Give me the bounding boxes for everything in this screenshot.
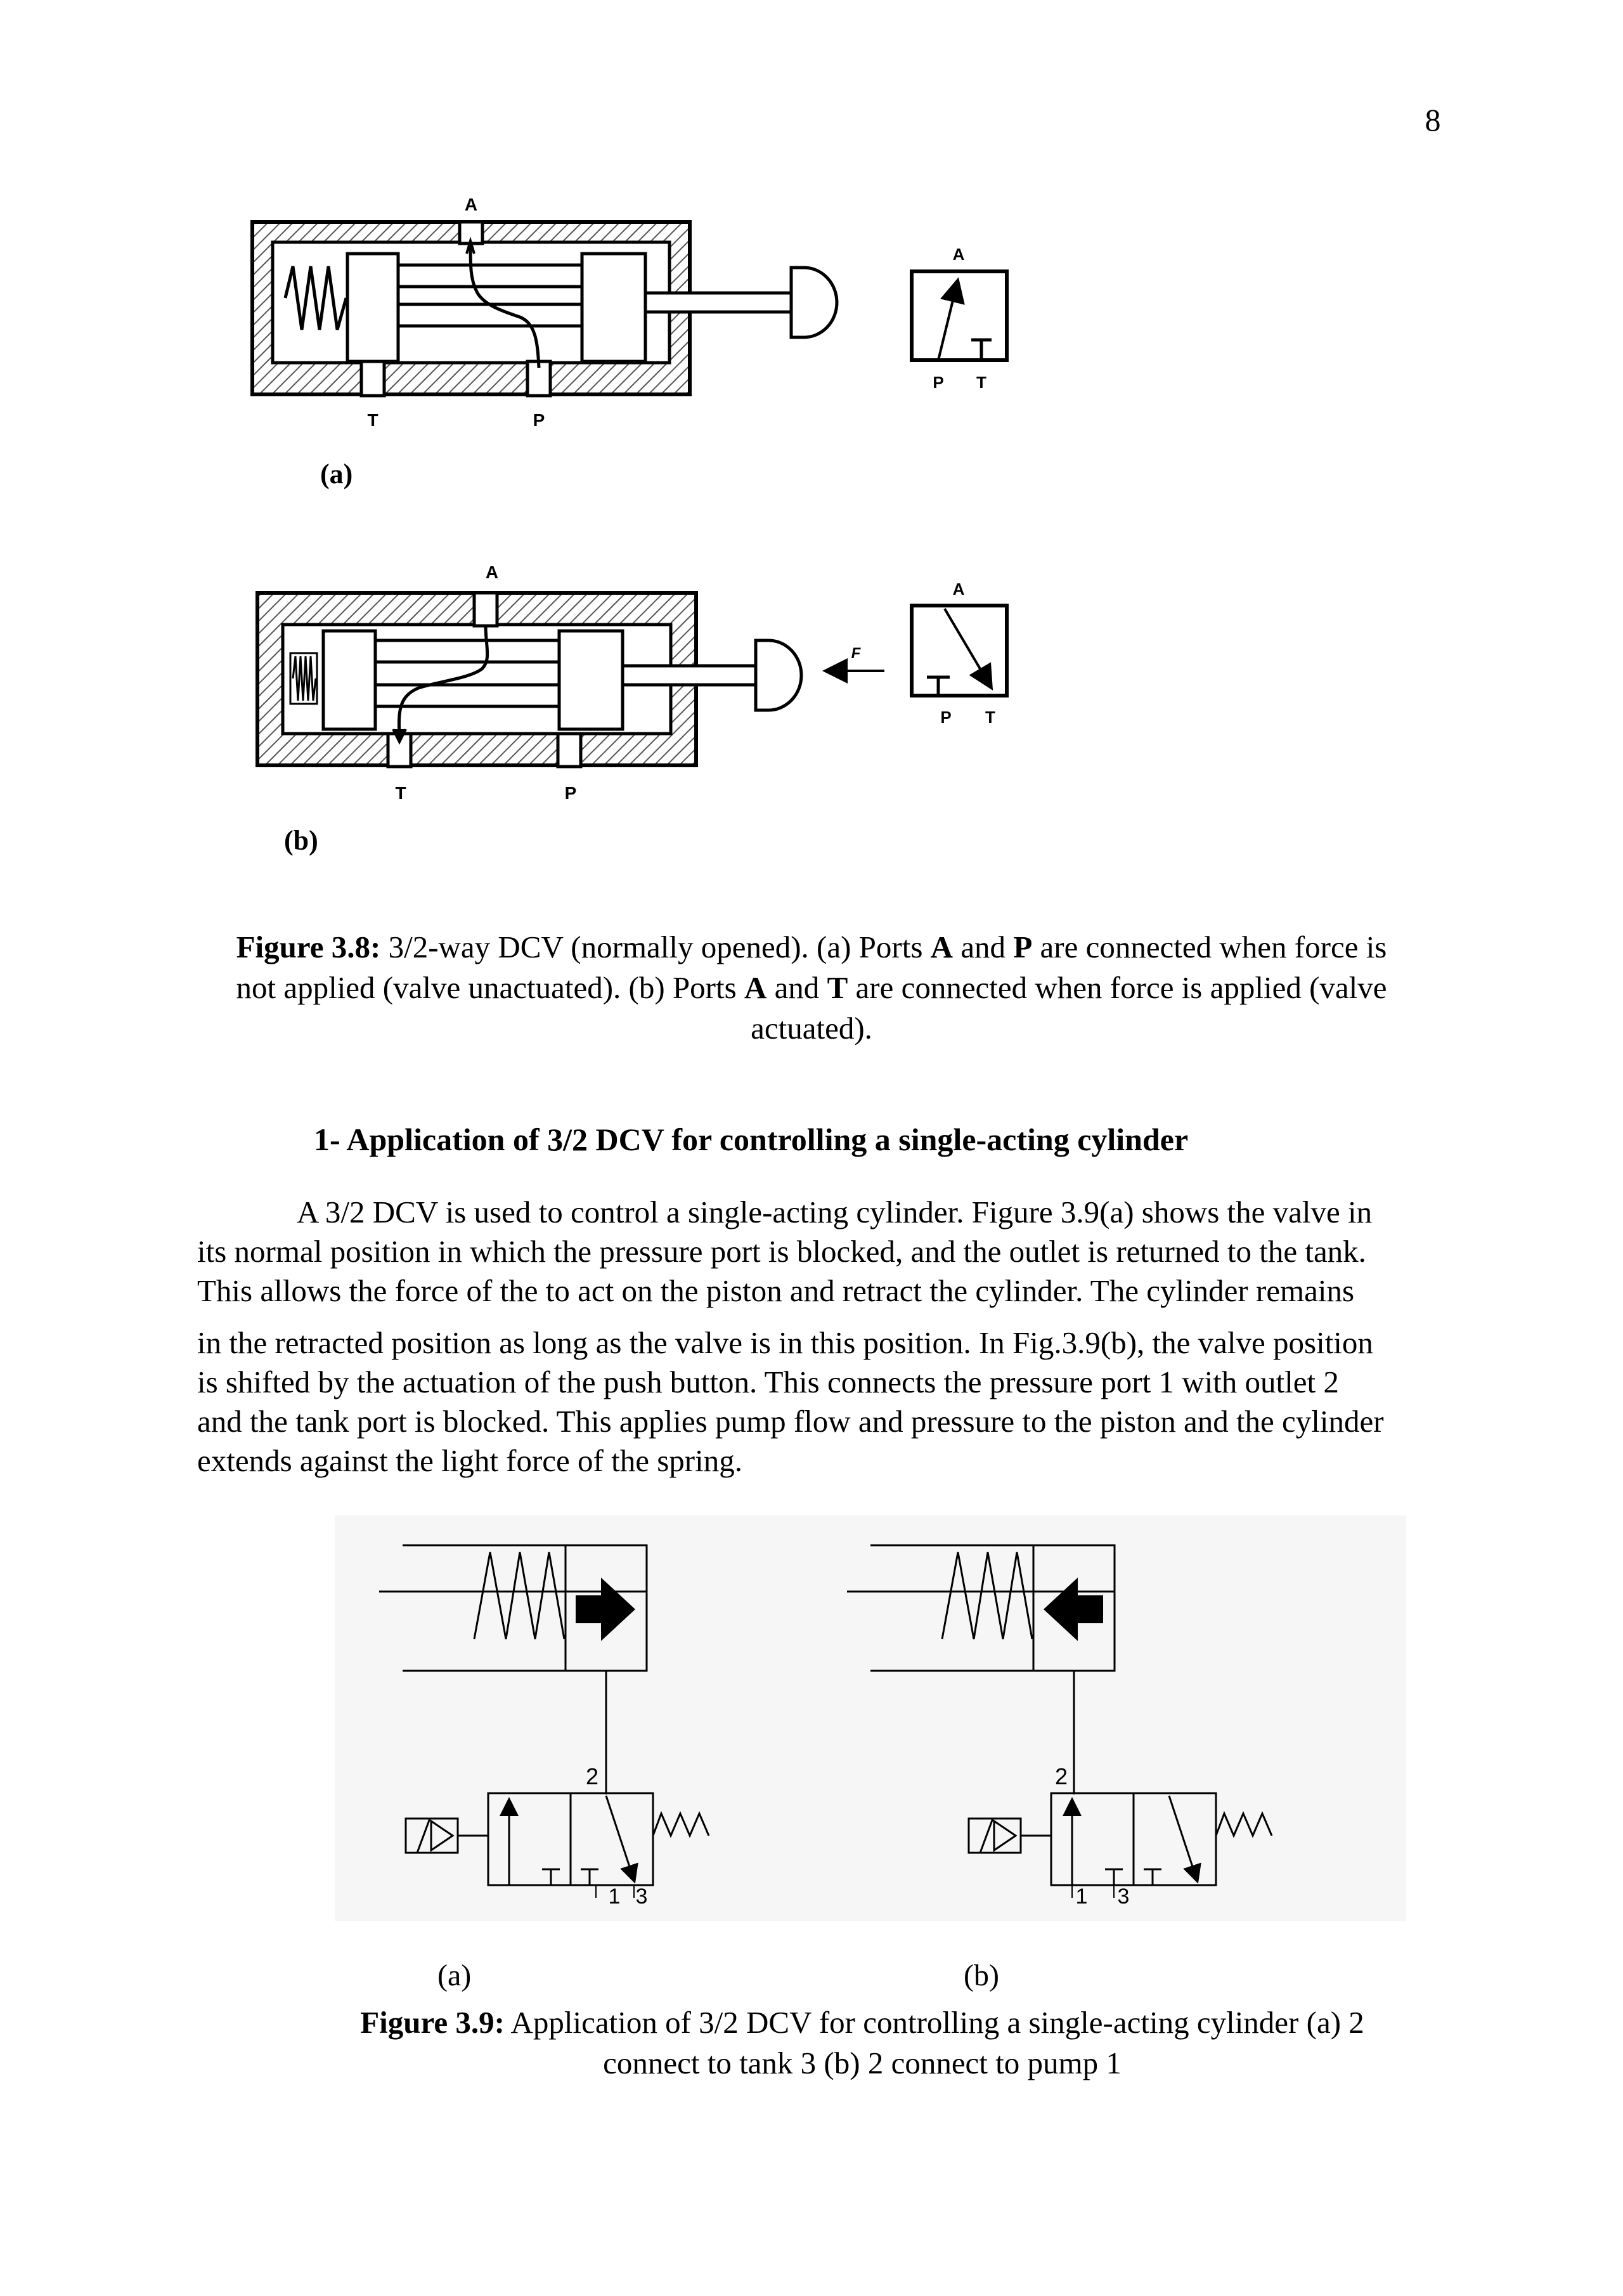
fig39-a-port-1-label: 1 bbox=[608, 1884, 621, 1909]
valve-a-port-a-label: A bbox=[464, 195, 478, 214]
fig39-b-port-1-label: 1 bbox=[1075, 1884, 1088, 1909]
body-line-6: and the tank port is blocked. This applies pump flow and pressure to the piston and the cylinder bbox=[197, 1404, 1384, 1439]
caption-3-9-line-2: connect to tank 3 (b) 2 connect to pump 1 bbox=[603, 2046, 1122, 2080]
symbol-b-port-p-label: P bbox=[940, 708, 952, 727]
body-line-3: This allows the force of the to act on the piston and retract the cylinder. The cylinder remains bbox=[197, 1273, 1355, 1308]
body-line-4: in the retracted position as long as the valve is in this position. In Fig.3.9(b), the valve position bbox=[197, 1325, 1373, 1360]
figure-3-9-diagram bbox=[335, 1515, 1406, 1921]
valve-b-port-a-label: A bbox=[485, 562, 499, 582]
valve-a-port-t-label: T bbox=[367, 410, 378, 430]
fig39-b-port-2-label: 2 bbox=[1054, 1763, 1068, 1789]
figure-3-8-caption bbox=[190, 927, 1433, 1049]
symbol-a-port-t-label: T bbox=[976, 373, 986, 392]
valve-a-body bbox=[252, 222, 837, 396]
body-line-5: is shifted by the actuation of the push button. This connects the pressure port 1 with outlet 2 bbox=[197, 1365, 1339, 1399]
fig39-b-port-3-label: 3 bbox=[1117, 1884, 1130, 1909]
page-number: 8 bbox=[1425, 102, 1441, 138]
symbol-a-port-p-label: P bbox=[933, 373, 944, 392]
body-line-1: A 3/2 DCV is used to control a single-acting cylinder. Figure 3.9(a) shows the valve in bbox=[297, 1195, 1373, 1229]
valve-a-symbol bbox=[912, 271, 1007, 360]
figure-3-9-caption bbox=[279, 2002, 1445, 2084]
valve-b-port-p-label: P bbox=[564, 783, 577, 803]
valve-b-port-t-label: T bbox=[395, 783, 406, 803]
force-f-label: F bbox=[851, 645, 861, 662]
figure-3-9-panel-b-label: (b) bbox=[964, 1959, 999, 1992]
figure-3-8-panel-a-label: (a) bbox=[320, 458, 353, 490]
fig39-a-port-2-label: 2 bbox=[585, 1763, 599, 1789]
body-line-2: its normal position in which the pressure port is blocked, and the outlet is returned to the tank. bbox=[197, 1234, 1366, 1269]
figure-3-8-diagram bbox=[0, 0, 1623, 888]
caption-3-8-line-1: Figure 3.8: 3/2-way DCV (normally opened). (a) Ports A and P are connected when force is bbox=[236, 930, 1387, 964]
symbol-b-port-t-label: T bbox=[985, 708, 995, 727]
caption-3-8-line-2: not applied (valve unactuated). (b) Ports A and T are connected when force is applied (valve bbox=[236, 970, 1387, 1005]
valve-b-symbol bbox=[912, 606, 1007, 696]
figure-3-8-panel-b-label: (b) bbox=[284, 825, 318, 856]
section-heading: 1- Application of 3/2 DCV for controlling a single-acting cylinder bbox=[314, 1122, 1189, 1157]
valve-b-body bbox=[257, 593, 884, 767]
symbol-a-port-a-label: A bbox=[952, 245, 965, 264]
symbol-b-port-a-label: A bbox=[952, 580, 965, 599]
valve-a-port-p-label: P bbox=[533, 410, 545, 430]
caption-3-8-line-3: actuated). bbox=[751, 1011, 872, 1046]
figure-3-9-panel-a-label: (a) bbox=[437, 1959, 472, 1992]
caption-3-9-line-1: Figure 3.9: Application of 3/2 DCV for controlling a single-acting cylinder (a) 2 bbox=[360, 2005, 1364, 2040]
fig39-a-port-3-label: 3 bbox=[635, 1884, 648, 1909]
body-line-7: extends against the light force of the spring. bbox=[197, 1443, 742, 1478]
